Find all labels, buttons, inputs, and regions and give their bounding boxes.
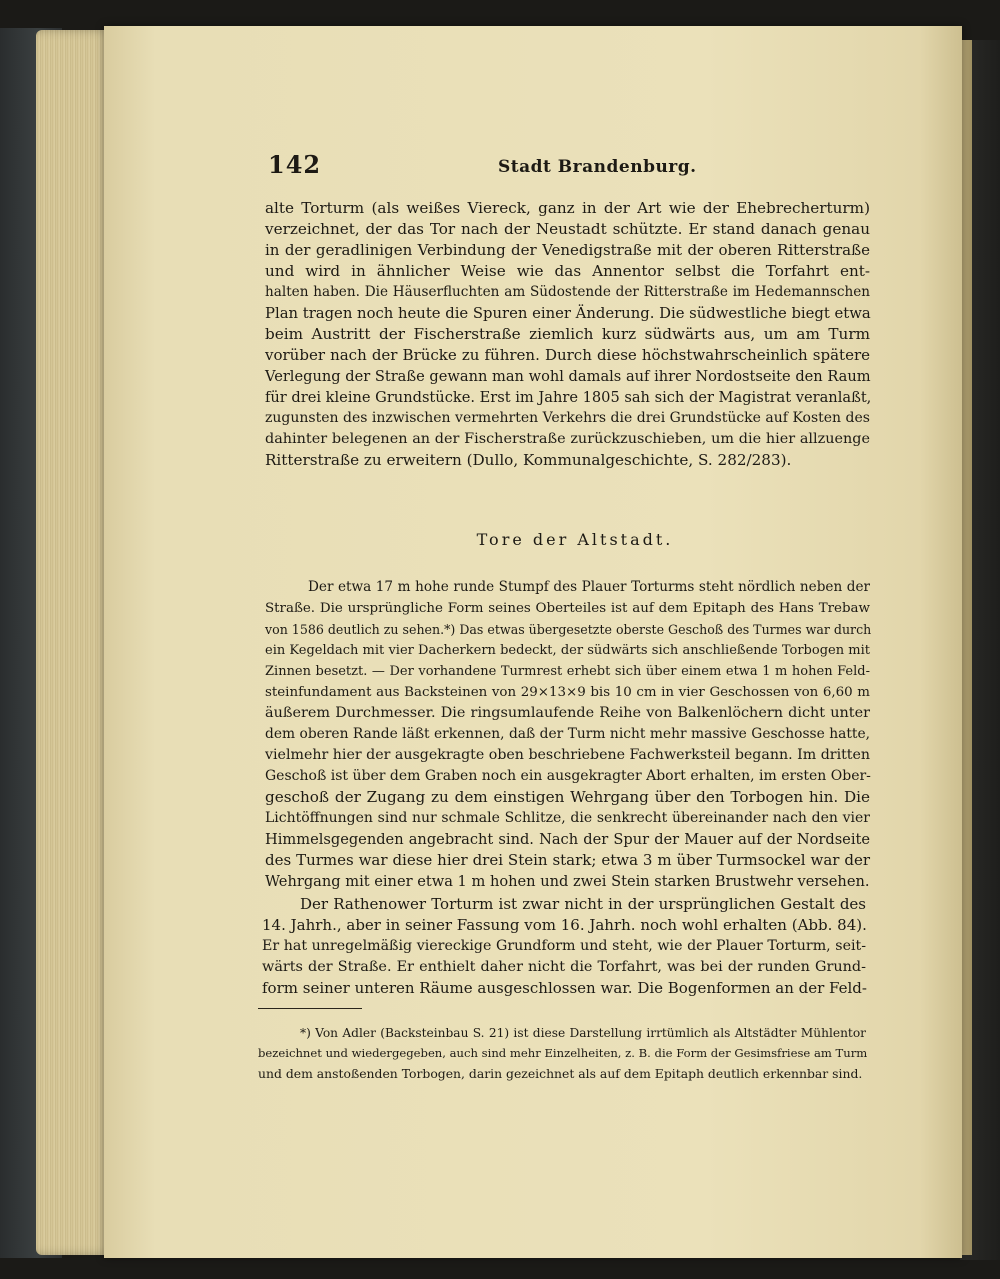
text-line: alte Torturm (als weißes Viereck, ganz in der Art wie der Ehebrecherturm) [265,199,870,217]
running-title: Stadt Brandenburg. [498,157,697,177]
text-line: Verlegung der Straße gewann man wohl damals auf ihrer Nordostseite den Raum [265,368,871,385]
footnote-divider [258,1008,362,1009]
text-line: vielmehr hier der ausgekragte oben beschriebene Fachwerksteil begann. Im dritten [265,747,871,763]
text-line: Zinnen besetzt. — Der vorhandene Turmrest erhebt sich über einem etwa 1 m hohen Feld- [265,664,870,679]
footnote-line: und dem anstoßenden Torbogen, darin gezeichnet als auf dem Epitaph deutlich erkennbar sind. [258,1066,863,1081]
text-line: Er hat unregelmäßig viereckige Grundform und steht, wie der Plauer Torturm, seit- [262,938,866,954]
text-line: ein Kegeldach mit vier Dacherkern bedeckt, der südwärts sich anschließende Torbogen mit [265,643,870,658]
text-line: Plan tragen noch heute die Spuren einer Änderung. Die südwestliche biegt etwa [265,305,871,322]
text-line: in der geradlinigen Verbindung der Venedigstraße mit der oberen Ritterstraße [265,241,870,259]
text-line: zugunsten des inzwischen vermehrten Verkehrs die drei Grundstücke auf Kosten des [265,410,870,426]
text-line: Der Rathenower Torturm ist zwar nicht in der ursprünglichen Gestalt des [300,895,866,913]
text-line: von 1586 deutlich zu sehen.*) Das etwas übergesetzte oberste Geschoß des Turmes war durch [265,622,872,637]
text-line: steinfundament aus Backsteinen von 29×13×9 bis 10 cm in vier Geschossen von 6,60 m [265,685,870,700]
text-line: form seiner unteren Räume ausgeschlossen war. Die Bogenformen an der Feld- [262,979,867,997]
text-line: geschoß der Zugang zu dem einstigen Wehrgang über den Torbogen hin. Die [265,788,870,806]
text-line: Himmelsgegenden angebracht sind. Nach der Spur der Mauer auf der Nordseite [265,831,870,848]
text-line: vorüber nach der Brücke zu führen. Durch diese höchstwahrscheinlich spätere [265,346,870,364]
text-line: Ritterstraße zu erweitern (Dullo, Kommunalgeschichte, S. 282/283). [265,451,792,469]
text-line: äußerem Durchmesser. Die ringsumlaufende Reihe von Balkenlöchern dicht unter [265,705,870,721]
text-line: und wird in ähnlicher Weise wie das Annentor selbst die Torfahrt ent- [265,262,870,280]
text-line: für drei kleine Grundstücke. Erst im Jahre 1805 sah sich der Magistrat veranlaßt, [265,389,872,406]
text-line: 14. Jahrh., aber in seiner Fassung vom 16. Jahrh. noch wohl erhalten (Abb. 84). [262,916,867,934]
page-number: 142 [268,150,322,179]
footnote-line: bezeichnet und wiedergegeben, auch sind mehr Einzelheiten, z. B. die Form der Gesimsfriese am Turm [258,1046,868,1060]
text-line: Wehrgang mit einer etwa 1 m hohen und zwei Stein starken Brustwehr versehen. [265,873,870,890]
section-heading: Tore der Altstadt. [476,530,674,549]
text-line: Straße. Die ursprüngliche Form seines Oberteiles ist auf dem Epitaph des Hans Trebaw [265,601,870,616]
footnote-line: *) Von Adler (Backsteinbau S. 21) ist diese Darstellung irrtümlich als Altstädter Mühlentor [300,1026,866,1040]
text-line: Lichtöffnungen sind nur schmale Schlitze, die senkrecht übereinander nach den vier [265,810,870,826]
text-line: halten haben. Die Häuserfluchten am Südostende der Ritterstraße im Hedemannschen [265,284,870,300]
text-line: dem oberen Rande läßt erkennen, daß der Turm nicht mehr massive Geschosse hatte, [265,726,870,742]
text-line: wärts der Straße. Er enthielt daher nicht die Torfahrt, was bei der runden Grund- [262,959,866,975]
text-line: verzeichnet, der das Tor nach der Neustadt schützte. Er stand danach genau [265,220,870,238]
text-line: Der etwa 17 m hohe runde Stumpf des Plauer Torturms steht nördlich neben der [308,579,870,595]
text-line: des Turmes war diese hier drei Stein stark; etwa 3 m über Turmsockel war der [265,851,870,869]
text-line: Geschoß ist über dem Graben noch ein ausgekragter Abort erhalten, im ersten Ober- [265,768,871,784]
text-line: beim Austritt der Fischerstraße ziemlich kurz südwärts aus, um am Turm [265,325,870,343]
text-line: dahinter belegenen an der Fischerstraße zurückzuschieben, um die hier allzuenge [265,431,870,447]
